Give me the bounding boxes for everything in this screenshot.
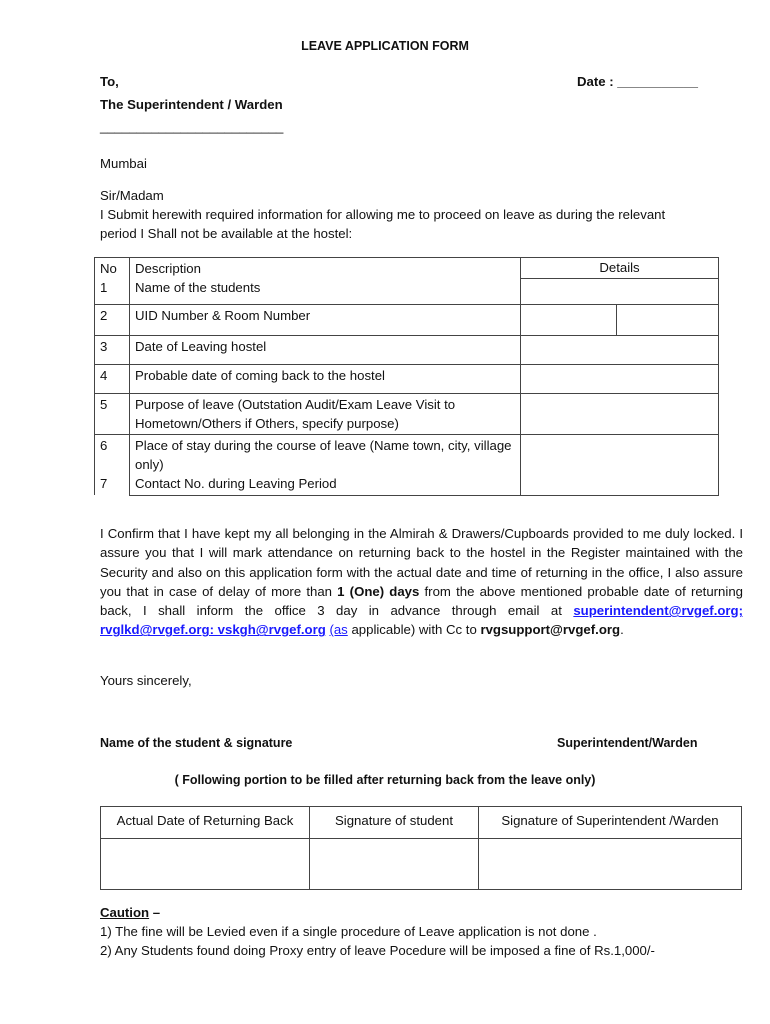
table-cell [130, 435, 521, 496]
return-header-student-signature: Signature of student [310, 807, 479, 839]
details-cell [521, 305, 719, 336]
room-input[interactable] [617, 305, 718, 335]
row-desc: Name of the students [135, 280, 261, 295]
table-cell [95, 435, 130, 496]
details-cell [521, 258, 719, 305]
caution-item: 2) Any Students found doing Proxy entry of leave Pocedure will be imposed a fine of Rs.1,000/- [100, 943, 655, 958]
student-signature-input[interactable] [310, 839, 479, 890]
row-no: 3 [95, 336, 130, 365]
row-no: 5 [95, 394, 130, 435]
row-no: 7 [100, 476, 108, 491]
closing: Yours sincerely, [100, 673, 192, 688]
details-input[interactable] [521, 365, 719, 394]
warden-signature-label: Superintendent/Warden [557, 736, 698, 750]
leave-details-table [94, 257, 719, 496]
table-row [95, 336, 719, 365]
table-row [95, 258, 719, 305]
as-link[interactable]: (as [329, 622, 348, 638]
address-blank-line: _________________________ [100, 119, 284, 134]
row-no: 6 [100, 438, 108, 453]
intro-line-1: I Submit herewith required information for allowing me to proceed on leave as during the relevant [100, 207, 666, 222]
confirm-days: 1 (One) days [337, 583, 420, 599]
salutation: Sir/Madam [100, 188, 164, 203]
details-input[interactable] [521, 435, 719, 496]
caution-label: Caution [100, 905, 150, 920]
table-row [95, 305, 719, 336]
row-desc: Purpose of leave (Outstation Audit/Exam Leave Visit to Hometown/Others if Others, specify purpose) [130, 394, 521, 435]
row-desc: Contact No. during Leaving Period [135, 476, 337, 491]
table-row [101, 807, 742, 839]
date-field: Date : ___________ [577, 74, 698, 89]
student-signature-label: Name of the student & signature [100, 736, 293, 750]
header-details: Details [521, 258, 718, 279]
return-header-date: Actual Date of Returning Back [101, 807, 310, 839]
row-no: 1 [100, 280, 108, 295]
confirm-end: . [620, 622, 624, 638]
row-no: 4 [95, 365, 130, 394]
table-cell [95, 258, 130, 305]
header-description: Description [135, 261, 201, 276]
form-title: LEAVE APPLICATION FORM [301, 39, 469, 53]
confirmation-paragraph [100, 524, 743, 640]
row-desc: Probable date of coming back to the hostel [130, 365, 521, 394]
intro-line-2: period I Shall not be available at the hostel: [100, 226, 353, 241]
table-row [101, 839, 742, 890]
city: Mumbai [100, 156, 147, 171]
caution-dash: – [149, 905, 161, 920]
row-no: 2 [95, 305, 130, 336]
caution-heading [100, 905, 160, 920]
row-desc: UID Number & Room Number [130, 305, 521, 336]
confirm-text: applicable) with Cc to [347, 622, 481, 638]
confirm-text: I Confirm that I have kept my all belonging in the Almirah & Drawers/Cupboards provided to me duly locked. I assure you that I will mark attendance on returning back to the hostel in the Register maintained with the Security and also on this application form with the actual date and time of returning in the office, I also assure you that in case of delay of more than [100, 526, 743, 599]
uid-input[interactable] [521, 305, 617, 335]
addressee: The Superintendent / Warden [100, 97, 283, 112]
table-row [95, 365, 719, 394]
caution-item: 1) The fine will be Levied even if a single procedure of Leave application is not done . [100, 924, 597, 939]
row-desc: Place of stay during the course of leave (Name town, city, village only) [135, 438, 512, 472]
email-links[interactable]: superintendent@rvgef.org; rvglkd@rvgef.org: vskgh@rvgef.org [100, 603, 743, 638]
return-header-warden-signature: Signature of Superintendent /Warden [479, 807, 742, 839]
details-input[interactable] [521, 279, 718, 304]
details-input[interactable] [521, 336, 719, 365]
confirm-text: from the above mentioned probable date of returning back, I shall inform the office 3 day in advance through email at [100, 583, 743, 619]
to-label: To, [100, 74, 119, 89]
return-table [100, 806, 742, 890]
warden-signature-input[interactable] [479, 839, 742, 890]
following-note: ( Following portion to be filled after returning back from the leave only) [174, 773, 596, 787]
table-cell [130, 258, 521, 305]
cc-email: rvgsupport@rvgef.org [480, 622, 621, 638]
return-date-input[interactable] [101, 839, 310, 890]
details-input[interactable] [521, 394, 719, 435]
header-no: No [100, 261, 117, 276]
row-desc: Date of Leaving hostel [130, 336, 521, 365]
table-row [95, 394, 719, 435]
table-row [95, 435, 719, 496]
